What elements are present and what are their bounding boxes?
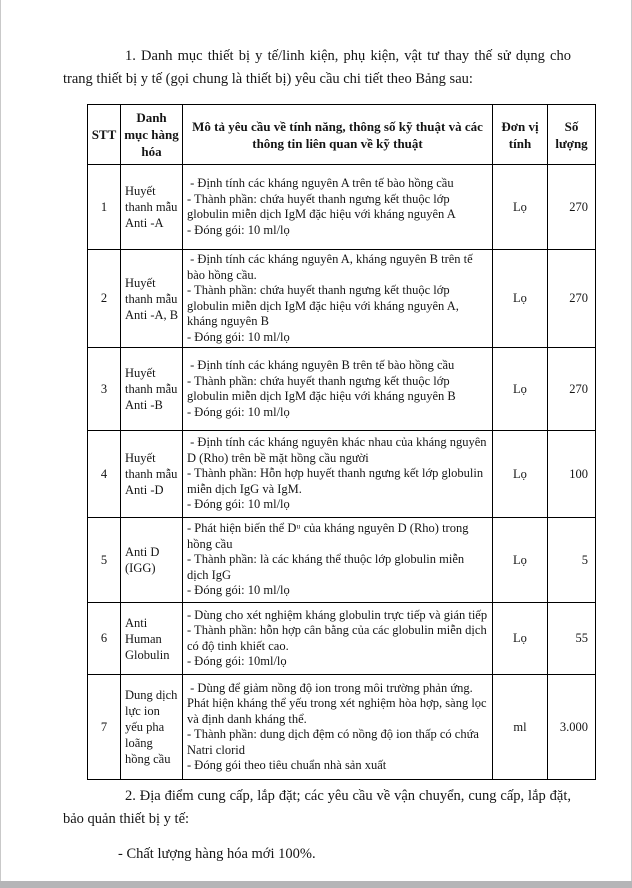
header-stt: STT xyxy=(88,105,121,165)
description-line: - Thành phần: là các kháng thể thuộc lớp globulin miễn dịch IgG xyxy=(187,552,468,582)
unit-cell: Lọ xyxy=(493,348,548,431)
description-cell xyxy=(183,518,493,603)
table-row xyxy=(88,431,596,518)
stt-cell: 2 xyxy=(88,250,121,348)
section2-paragraph: 2. Địa điểm cung cấp, lắp đặt; các yêu cầu về vận chuyển, cung cấp, lắp đặt, bảo quản thiết bị y tế: xyxy=(63,788,571,827)
header-unit: Đơn vị tính xyxy=(493,105,548,165)
stt-cell: 4 xyxy=(88,431,121,518)
equipment-table xyxy=(87,104,596,780)
description-line: - Thành phần: chứa huyết thanh ngưng kết thuộc lớp globulin miễn dịch IgM đặc hiệu với kháng nguyên B xyxy=(187,373,456,403)
table-row xyxy=(88,165,596,250)
description-line: - Định tính các kháng nguyên khác nhau của kháng nguyên D (Rho) trên bề mặt hồng cầu người xyxy=(187,435,490,465)
description-line: - Phát hiện biến thể Dᵘ của kháng nguyên D (Rho) trong hồng cầu xyxy=(187,521,472,551)
stt-cell: 5 xyxy=(88,518,121,603)
quantity-cell: 3.000 xyxy=(548,675,596,780)
item-name-cell: Huyết thanh mẫu Anti -B xyxy=(121,348,183,431)
description-line: - Thành phần: chứa huyết thanh ngưng kết thuộc lớp globulin miễn dịch IgM đặc hiệu với kháng nguyên A xyxy=(187,191,456,221)
description-line: - Dùng để giảm nồng độ ion trong môi trường phản ứng. Phát hiện kháng thể yếu trong xét nghiệm hòa hợp, sàng lọc và định danh kháng thể. xyxy=(187,680,490,726)
description-cell xyxy=(183,431,493,518)
item-name-cell: Dung dịch lực ion yếu pha loãng hồng cầu xyxy=(121,675,183,780)
item-name-cell: Huyết thanh mẫu Anti -A xyxy=(121,165,183,250)
stt-cell: 1 xyxy=(88,165,121,250)
table-row xyxy=(88,348,596,431)
unit-cell: Lọ xyxy=(493,603,548,675)
description-line: - Đóng gói: 10 ml/lọ xyxy=(187,497,290,512)
description-line: - Đóng gói theo tiêu chuẩn nhà sản xuất xyxy=(187,758,387,772)
table-row xyxy=(88,675,596,780)
item-name-cell: Huyết thanh mẫu Anti -A, B xyxy=(121,250,183,348)
quality-note: - Chất lượng hàng hóa mới 100%. xyxy=(118,846,316,862)
description-cell xyxy=(183,348,493,431)
unit-cell: Lọ xyxy=(493,250,548,348)
table-row xyxy=(88,603,596,675)
table-header-row xyxy=(88,105,596,165)
description-line: - Đóng gói: 10 ml/lọ xyxy=(187,222,290,237)
description-line: - Định tính các kháng nguyên B trên tế bào hồng cầu xyxy=(187,358,455,372)
quantity-cell: 100 xyxy=(548,431,596,518)
quantity-cell: 270 xyxy=(548,348,596,431)
description-line: - Dùng cho xét nghiệm kháng globulin trực tiếp và gián tiếp xyxy=(187,607,488,622)
description-line: - Định tính các kháng nguyên A, kháng nguyên B trên tế bào hồng cầu. xyxy=(187,252,476,282)
header-description: Mô tả yêu cầu về tính năng, thông số kỹ thuật và các thông tin liên quan về kỹ thuật xyxy=(183,105,493,165)
header-item-name: Danh mục hàng hóa xyxy=(121,105,183,165)
description-line: - Đóng gói: 10 ml/lọ xyxy=(187,404,290,419)
description-cell xyxy=(183,603,493,675)
item-name-cell: Anti Human Globulin xyxy=(121,603,183,675)
item-name-cell: Anti D (IGG) xyxy=(121,518,183,603)
stt-cell: 7 xyxy=(88,675,121,780)
description-line: - Thành phần: Hỗn hợp huyết thanh ngưng kết lớp globulin miễn dịch IgG và IgM. xyxy=(187,466,487,496)
table-row xyxy=(88,518,596,603)
stt-cell: 6 xyxy=(88,603,121,675)
header-quantity: Số lượng xyxy=(548,105,596,165)
description-line: - Thành phần: hỗn hợp cân bằng của các globulin miễn dịch có độ tinh khiết cao. xyxy=(187,623,490,653)
unit-cell: Lọ xyxy=(493,165,548,250)
item-name-cell: Huyết thanh mẫu Anti -D xyxy=(121,431,183,518)
unit-cell: Lọ xyxy=(493,431,548,518)
stt-cell: 3 xyxy=(88,348,121,431)
quantity-cell: 55 xyxy=(548,603,596,675)
description-cell xyxy=(183,165,493,250)
intro-paragraph: 1. Danh mục thiết bị y tế/linh kiện, phụ kiện, vật tư thay thế sử dụng cho trang thiết bị y tế (gọi chung là thiết bị) yêu cầu chi tiết theo Bảng sau: xyxy=(63,48,571,87)
description-line: - Đóng gói: 10 ml/lọ xyxy=(187,583,290,598)
description-line: - Đóng gói: 10 ml/lọ xyxy=(187,329,290,344)
description-line: - Đóng gói: 10ml/lọ xyxy=(187,654,287,668)
page-bottom-edge xyxy=(0,881,632,888)
table-row xyxy=(88,250,596,348)
unit-cell: ml xyxy=(493,675,548,780)
unit-cell: Lọ xyxy=(493,518,548,603)
description-line: - Định tính các kháng nguyên A trên tế bào hồng cầu xyxy=(187,176,454,190)
quantity-cell: 270 xyxy=(548,250,596,348)
quantity-cell: 5 xyxy=(548,518,596,603)
description-cell xyxy=(183,675,493,780)
description-line: - Thành phần: dung dịch đệm có nồng độ ion thấp có chứa Natri clorid xyxy=(187,727,483,757)
description-cell xyxy=(183,250,493,348)
quantity-cell: 270 xyxy=(548,165,596,250)
description-line: - Thành phần: chứa huyết thanh ngưng kết thuộc lớp globulin miễn dịch IgM đặc hiệu với kháng nguyên A, kháng nguyên B xyxy=(187,283,462,328)
